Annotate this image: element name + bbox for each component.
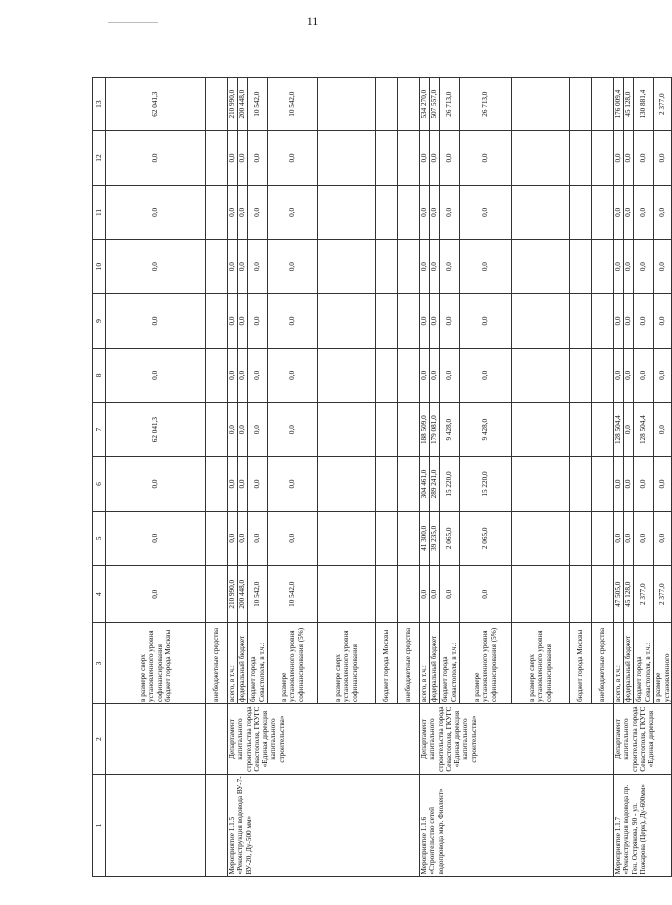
value-cell: 0,0 [460,240,512,294]
value-cell: 507 557,0 [430,78,440,131]
value-cell [592,565,614,623]
value-cell: 0,0 [440,294,460,348]
value-cell: 0,0 [238,348,248,402]
value-cell [206,402,228,456]
value-cell: 210 990,0 [228,565,238,623]
table-row [614,78,624,877]
value-cell: 45 128,0 [624,78,634,131]
value-cell: 0,0 [460,565,512,623]
header-cell: 1 [93,774,106,876]
value-cell: 0,0 [228,240,238,294]
value-cell: 0,0 [624,511,634,565]
value-cell: 0,0 [106,294,206,348]
source-cell: бюджет города Севастополя, в т.ч.: [440,623,460,704]
value-cell: 0,0 [228,511,238,565]
value-cell: 0,0 [440,348,460,402]
value-cell: 0,0 [248,402,268,456]
value-cell [206,185,228,239]
scan-mark [108,22,158,23]
value-cell: 0,0 [634,131,654,185]
value-cell [206,457,228,511]
value-cell [318,348,376,402]
value-cell: 0,0 [654,131,672,185]
empty-cell [206,774,228,876]
value-cell [512,131,570,185]
value-cell: 0,0 [268,131,318,185]
value-cell: 26 713,0 [460,78,512,131]
value-cell [376,348,398,402]
header-cell: 4 [93,565,106,623]
value-cell: 9 428,0 [440,402,460,456]
value-cell [376,457,398,511]
source-cell: внебюджетные средства [592,623,614,704]
value-cell [570,131,592,185]
value-cell: 0,0 [248,348,268,402]
header-cell: 8 [93,348,106,402]
value-cell: 0,0 [248,131,268,185]
value-cell: 0,0 [460,185,512,239]
value-cell: 0,0 [430,240,440,294]
value-cell [398,511,420,565]
value-cell: 0,0 [268,511,318,565]
value-cell: 0,0 [430,185,440,239]
value-cell: 2 377,0 [654,565,672,623]
value-cell [512,565,570,623]
value-cell: 0,0 [634,348,654,402]
value-cell: 0,0 [268,185,318,239]
value-cell: 0,0 [654,348,672,402]
value-cell: 0,0 [654,511,672,565]
value-cell [206,240,228,294]
value-cell: 128 504,4 [634,402,654,456]
value-cell: 0,0 [248,294,268,348]
value-cell: 0,0 [420,240,430,294]
source-cell: федеральный бюджет [430,623,440,704]
value-cell [512,511,570,565]
value-cell [318,294,376,348]
value-cell [398,457,420,511]
value-cell: 0,0 [460,348,512,402]
value-cell: 39 235,0 [430,511,440,565]
value-cell: 0,0 [624,240,634,294]
value-cell: 10 542,0 [248,565,268,623]
value-cell: 0,0 [420,294,430,348]
value-cell [570,457,592,511]
value-cell: 0,0 [624,131,634,185]
value-cell: 47 505,0 [614,565,624,623]
value-cell: 0,0 [238,185,248,239]
value-cell [206,565,228,623]
value-cell: 0,0 [228,402,238,456]
value-cell: 130 881,4 [634,78,654,131]
value-cell [206,348,228,402]
value-cell: 0,0 [634,294,654,348]
header-cell: 12 [93,131,106,185]
value-cell: 0,0 [614,457,624,511]
value-cell: 15 220,0 [440,457,460,511]
table-row [228,78,238,877]
value-cell: 0,0 [624,294,634,348]
value-cell: 10 542,0 [268,78,318,131]
value-cell [592,457,614,511]
value-cell [318,240,376,294]
header-cell: 11 [93,185,106,239]
header-row [93,78,106,877]
value-cell: 0,0 [228,294,238,348]
value-cell [512,185,570,239]
value-cell [398,131,420,185]
value-cell [318,78,376,131]
page-number: 11 [306,14,319,28]
value-cell: 62 041,3 [106,78,206,131]
source-cell: всего, в т.ч.: [228,623,238,704]
value-cell: 0,0 [268,294,318,348]
source-cell: в размере сверх установленного уровня софинансирования [512,623,570,704]
value-cell [592,294,614,348]
header-cell: 7 [93,402,106,456]
header-cell: 5 [93,511,106,565]
value-cell: 0,0 [654,185,672,239]
empty-cell [206,704,228,774]
value-cell: 0,0 [430,565,440,623]
value-cell [592,511,614,565]
budget-table [92,77,672,877]
empty-cell [106,704,206,774]
value-cell: 2 377,0 [634,565,654,623]
source-cell: в размере установленного уровня софинансирования (5%) [460,623,512,704]
value-cell: 0,0 [430,131,440,185]
value-cell: 62 041,3 [106,402,206,456]
value-cell: 0,0 [228,457,238,511]
source-cell: всего, в т.ч.: [420,623,430,704]
source-cell: внебюджетные средства [398,623,420,704]
value-cell: 0,0 [106,131,206,185]
value-cell [376,131,398,185]
value-cell: 2 065,0 [440,511,460,565]
value-cell [318,511,376,565]
value-cell: 0,0 [248,185,268,239]
rotated-table-wrapper [92,77,671,877]
value-cell: 45 128,0 [624,565,634,623]
value-cell [570,240,592,294]
value-cell: 0,0 [430,348,440,402]
value-cell [398,78,420,131]
value-cell: 0,0 [460,294,512,348]
value-cell [318,402,376,456]
value-cell [570,511,592,565]
value-cell: 0,0 [268,402,318,456]
value-cell: 0,0 [248,240,268,294]
value-cell [398,185,420,239]
value-cell [376,294,398,348]
value-cell [206,294,228,348]
value-cell: 15 220,0 [460,457,512,511]
value-cell: 200 448,0 [238,78,248,131]
value-cell: 0,0 [654,240,672,294]
value-cell [376,240,398,294]
value-cell [376,511,398,565]
source-cell: бюджет города Москвы [570,623,592,704]
source-cell: бюджет города Москвы [376,623,398,704]
value-cell: 0,0 [106,185,206,239]
value-cell: 0,0 [460,131,512,185]
header-cell: 10 [93,240,106,294]
value-cell [376,78,398,131]
table-body [93,78,672,877]
value-cell [376,185,398,239]
value-cell: 0,0 [420,185,430,239]
value-cell: 0,0 [634,240,654,294]
value-cell: 534 270,0 [420,78,430,131]
value-cell: 0,0 [228,131,238,185]
value-cell: 0,0 [654,402,672,456]
value-cell: 0,0 [106,565,206,623]
source-cell: в размере установленного уровня софинансирования (5%) [268,623,318,704]
value-cell: 0,0 [634,185,654,239]
value-cell: 200 448,0 [238,565,248,623]
value-cell: 0,0 [634,457,654,511]
value-cell: 0,0 [238,240,248,294]
value-cell [592,78,614,131]
source-cell: в размере сверх установленного уровня софинансирования бюджет города Москвы [106,623,206,704]
value-cell [592,402,614,456]
value-cell: 0,0 [440,131,460,185]
value-cell: 0,0 [614,511,624,565]
value-cell [592,348,614,402]
value-cell: 0,0 [624,348,634,402]
value-cell: 0,0 [106,511,206,565]
value-cell: 0,0 [440,240,460,294]
value-cell: 0,0 [440,185,460,239]
value-cell [570,565,592,623]
value-cell [398,294,420,348]
header-cell: 9 [93,294,106,348]
header-cell: 2 [93,704,106,774]
value-cell [206,131,228,185]
value-cell [512,348,570,402]
value-cell: 0,0 [624,402,634,456]
value-cell: 289 241,0 [430,457,440,511]
value-cell: 176 009,4 [614,78,624,131]
executor-cell: Департамент капитального строительства города Севастополя, ГКУГС «Единая дирекция капитального строительства» [228,704,420,774]
value-cell: 0,0 [614,131,624,185]
value-cell: 0,0 [440,565,460,623]
value-cell [512,294,570,348]
value-cell: 41 300,0 [420,511,430,565]
value-cell: 2 065,0 [460,511,512,565]
header-cell: 6 [93,457,106,511]
value-cell [398,240,420,294]
value-cell: 188 509,0 [420,402,430,456]
value-cell [570,185,592,239]
value-cell: 0,0 [106,457,206,511]
value-cell: 10 542,0 [248,78,268,131]
executor-cell: Департамент капитального строительства города Севастополя, ГКУГС «Единая дирекция капитального строительства» [420,704,614,774]
table-row [206,78,228,877]
value-cell: 26 713,0 [440,78,460,131]
value-cell [570,402,592,456]
table-row [106,78,206,877]
source-cell: в размере сверх установленного уровня софинансирования [318,623,376,704]
value-cell: 0,0 [106,348,206,402]
value-cell [592,185,614,239]
value-cell [398,402,420,456]
value-cell: 0,0 [238,402,248,456]
value-cell: 0,0 [238,457,248,511]
value-cell: 0,0 [420,348,430,402]
table-row [420,78,430,877]
value-cell [512,457,570,511]
value-cell [318,185,376,239]
source-cell: бюджет города Севастополя, в т.ч.: [634,623,654,704]
value-cell: 210 990,0 [228,78,238,131]
value-cell: 304 461,0 [420,457,430,511]
value-cell [376,565,398,623]
source-cell: федеральный бюджет [238,623,248,704]
value-cell [206,78,228,131]
value-cell: 0,0 [228,185,238,239]
value-cell: 0,0 [238,294,248,348]
value-cell [376,402,398,456]
value-cell [512,78,570,131]
value-cell: 2 377,0 [654,78,672,131]
value-cell [398,565,420,623]
header-cell: 13 [93,78,106,131]
source-cell: в размере установленного [654,623,672,704]
value-cell [512,402,570,456]
value-cell: 9 428,0 [460,402,512,456]
value-cell: 0,0 [614,240,624,294]
value-cell: 0,0 [106,240,206,294]
source-cell: внебюджетные средства [206,623,228,704]
value-cell [570,294,592,348]
value-cell: 0,0 [614,348,624,402]
value-cell [570,348,592,402]
value-cell: 0,0 [654,294,672,348]
value-cell [570,78,592,131]
value-cell [318,565,376,623]
value-cell: 0,0 [624,185,634,239]
value-cell: 0,0 [268,240,318,294]
value-cell [592,240,614,294]
value-cell: 128 504,4 [614,402,624,456]
value-cell: 0,0 [248,457,268,511]
value-cell [318,131,376,185]
measure-name: Мероприятие 1.1.6 «Строительство сетей водопровода мкр. Фиолент» [420,774,614,876]
value-cell: 0,0 [614,185,624,239]
value-cell: 0,0 [228,348,238,402]
value-cell [318,457,376,511]
value-cell [206,511,228,565]
empty-cell [106,774,206,876]
value-cell: 0,0 [238,511,248,565]
value-cell: 0,0 [624,457,634,511]
measure-name: Мероприятие 1.1.5 «Реконструкция водовода ВУ-7-ВУ-20, Ду-500 мм» [228,774,420,876]
value-cell: 0,0 [248,511,268,565]
value-cell: 179 081,0 [430,402,440,456]
value-cell: 0,0 [268,348,318,402]
header-cell: 3 [93,623,106,704]
value-cell: 0,0 [614,294,624,348]
executor-cell: Департамент капитального строительства города Севастополя, ГКУГС «Единая дирекция [614,704,672,774]
value-cell: 0,0 [654,457,672,511]
source-cell: всего, в т.ч.: [614,623,624,704]
measure-name: Мероприятие 1.1.7 «Реконструкция водовода пр. Ген. Острякова, 90 - ул. Пожарова (Церк), Ду-600мм» [614,774,672,876]
value-cell: 0,0 [430,294,440,348]
source-cell: федеральный бюджет [624,623,634,704]
value-cell: 0,0 [634,511,654,565]
value-cell: 0,0 [268,457,318,511]
value-cell: 0,0 [420,565,430,623]
source-cell: бюджет города Севастополя, в т.ч.: [248,623,268,704]
value-cell: 10 542,0 [268,565,318,623]
value-cell: 0,0 [238,131,248,185]
value-cell [512,240,570,294]
value-cell [592,131,614,185]
value-cell: 0,0 [420,131,430,185]
value-cell [398,348,420,402]
